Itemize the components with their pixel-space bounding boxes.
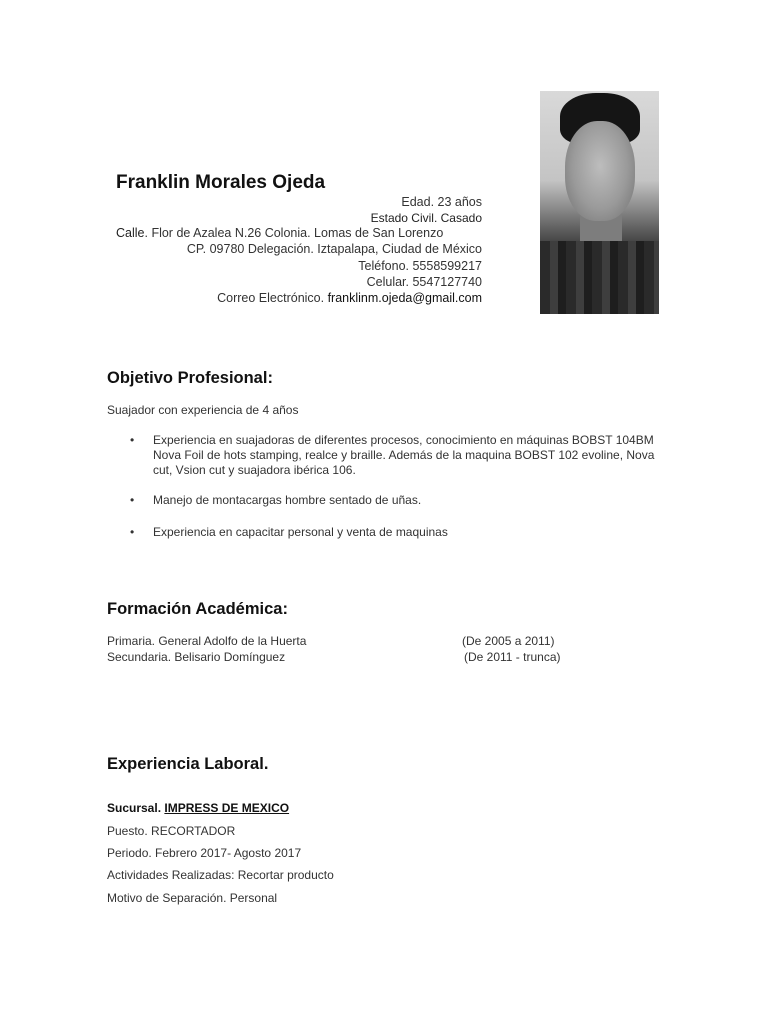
education-school: Primaria. General Adolfo de la Huerta	[107, 634, 307, 648]
bullet-icon: •	[130, 493, 135, 507]
age: Edad. 23 años	[401, 195, 482, 209]
photo-face	[565, 121, 635, 221]
street-value: . Flor de Azalea N.26 Colonia. Lomas de San Lorenzo	[144, 226, 444, 240]
street-address	[116, 226, 443, 240]
list-item	[130, 525, 660, 540]
list-item-text: Experiencia en suajadoras de diferentes procesos, conocimiento en máquinas BOBST 104BM Nova Foil de hots stamping, realce y braille. Además de la maquina BOBST 102 evoline, Nova cut, Vsion cut y suajadora ibérica 106.	[153, 433, 655, 477]
marital-status: Estado Civil. Casado	[370, 211, 482, 225]
job-position: Puesto. RECORTADOR	[107, 824, 236, 838]
experience-heading: Experiencia Laboral.	[107, 755, 269, 773]
job-leave-reason: Motivo de Separación. Personal	[107, 891, 278, 905]
bullet-icon: •	[130, 433, 135, 447]
profile-photo	[540, 91, 659, 314]
bullet-icon: •	[130, 525, 135, 539]
photo-shirt	[540, 241, 659, 314]
job-activities: Actividades Realizadas: Recortar producto	[107, 868, 334, 882]
education-period: (De 2011 - trunca)	[464, 650, 561, 664]
education-row	[107, 650, 561, 664]
email-link[interactable]: franklinm.ojeda@gmail.com	[327, 291, 482, 305]
list-item-text: Manejo de montacargas hombre sentado de uñas.	[153, 493, 422, 507]
objective-intro: Suajador con experiencia de 4 años	[107, 403, 299, 417]
phone: Teléfono. 5558599217	[358, 259, 482, 273]
objective-heading: Objetivo Profesional:	[107, 369, 273, 387]
education-period: (De 2005 a 2011)	[462, 634, 555, 648]
postal-address: CP. 09780 Delegación. Iztapalapa, Ciudad de México	[186, 242, 482, 256]
company-name: IMPRESS DE MEXICO	[164, 801, 290, 815]
list-item	[130, 433, 660, 478]
company-label: Sucursal.	[107, 801, 162, 815]
education-school: Secundaria. Belisario Domínguez	[107, 650, 286, 664]
education-row	[107, 634, 555, 648]
street-label: Calle	[116, 226, 145, 240]
email-label: Correo Electrónico	[217, 291, 321, 305]
education-heading: Formación Académica:	[107, 600, 288, 618]
mobile: Celular. 5547127740	[366, 275, 482, 289]
candidate-name: Franklin Morales Ojeda	[116, 172, 326, 193]
list-item	[130, 493, 660, 508]
job-period: Periodo. Febrero 2017- Agosto 2017	[107, 846, 302, 860]
list-item-text: Experiencia en capacitar personal y venta de maquinas	[153, 525, 448, 539]
email-line: Correo Electrónico. franklinm.ojeda@gmail.com	[217, 291, 482, 305]
job-company	[107, 801, 289, 815]
